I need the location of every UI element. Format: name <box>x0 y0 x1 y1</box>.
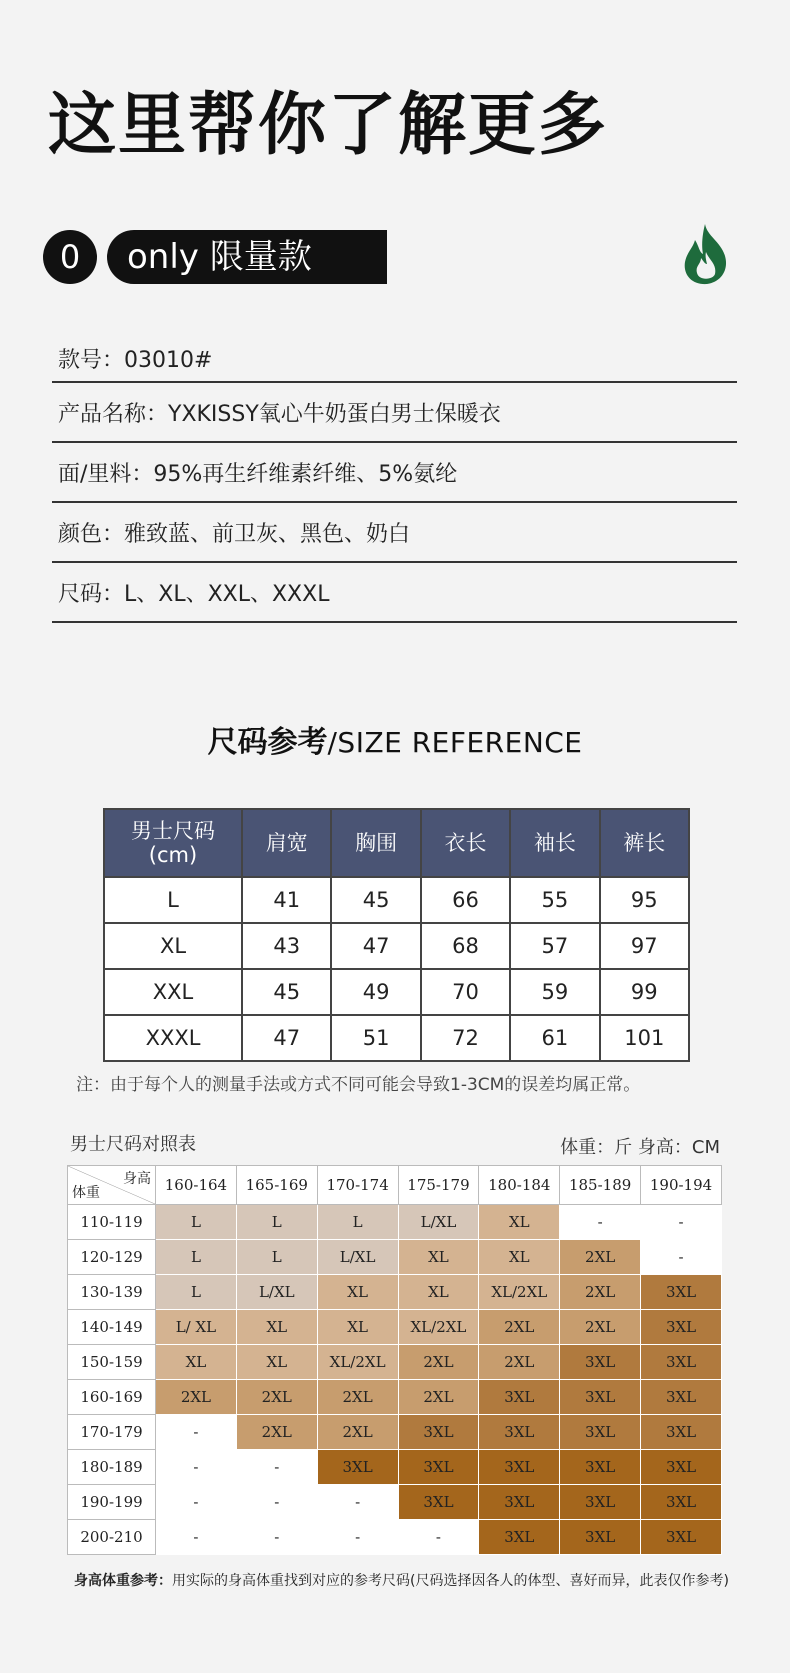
size-suggestion-cell: 3XL <box>479 1450 560 1485</box>
size-suggestion-cell: 2XL <box>398 1345 479 1380</box>
size-suggestion-cell: L <box>156 1205 237 1240</box>
size-suggestion-cell: XL <box>479 1205 560 1240</box>
weight-row <box>68 1345 722 1380</box>
size-value-cell: 41 <box>242 877 331 923</box>
height-header-cell: 185-189 <box>560 1166 641 1205</box>
size-suggestion-cell: 3XL <box>479 1380 560 1415</box>
size-value-cell: 68 <box>421 923 510 969</box>
weight-row <box>68 1450 722 1485</box>
size-suggestion-cell: XL <box>317 1310 398 1345</box>
size-suggestion-cell: L/XL <box>398 1205 479 1240</box>
weight-height-header <box>68 1166 722 1205</box>
size-suggestion-cell: L <box>156 1275 237 1310</box>
size-label-cell: L <box>104 877 242 923</box>
size-table-row <box>104 1015 689 1061</box>
badge-label: only 限量款 <box>107 230 387 284</box>
size-value-cell: 101 <box>600 1015 689 1061</box>
size-suggestion-cell: - <box>317 1485 398 1520</box>
size-value-cell: 43 <box>242 923 331 969</box>
size-value-cell: 61 <box>510 1015 599 1061</box>
size-value-cell: 57 <box>510 923 599 969</box>
size-suggestion-cell: - <box>317 1520 398 1555</box>
size-suggestion-cell: 3XL <box>479 1520 560 1555</box>
size-table-row <box>104 877 689 923</box>
size-suggestion-cell: 2XL <box>560 1310 641 1345</box>
size-suggestion-cell: 3XL <box>641 1380 722 1415</box>
size-suggestion-cell: 3XL <box>560 1485 641 1520</box>
spec-item-sizes: 尺码：L、XL、XXL、XXXL <box>52 563 737 623</box>
size-suggestion-cell: 3XL <box>398 1485 479 1520</box>
size-reference-title <box>0 717 790 761</box>
size-suggestion-cell: - <box>156 1520 237 1555</box>
height-header-cell: 165-169 <box>236 1166 317 1205</box>
size-suggestion-cell: - <box>641 1205 722 1240</box>
size-suggestion-cell: 3XL <box>560 1450 641 1485</box>
flame-icon <box>677 222 733 286</box>
size-value-cell: 70 <box>421 969 510 1015</box>
size-suggestion-cell: - <box>236 1520 317 1555</box>
size-suggestion-cell: 2XL <box>236 1415 317 1450</box>
size-suggestion-cell: 2XL <box>317 1415 398 1450</box>
size-label-cell: XL <box>104 923 242 969</box>
size-suggestion-cell: 2XL <box>560 1240 641 1275</box>
weight-row <box>68 1415 722 1450</box>
weight-label-cell: 200-210 <box>68 1520 156 1555</box>
weight-label-cell: 190-199 <box>68 1485 156 1520</box>
corner-cell <box>68 1166 156 1205</box>
height-header-cell: 175-179 <box>398 1166 479 1205</box>
weight-row <box>68 1275 722 1310</box>
weight-height-footer <box>74 1568 734 1594</box>
size-suggestion-cell: 3XL <box>641 1485 722 1520</box>
spec-item-colors: 颜色：雅致蓝、前卫灰、黑色、奶白 <box>52 503 737 563</box>
size-suggestion-cell: 3XL <box>560 1345 641 1380</box>
size-suggestion-cell: 3XL <box>560 1415 641 1450</box>
weight-label-cell: 120-129 <box>68 1240 156 1275</box>
corner-height-label: 身高 <box>123 1171 151 1187</box>
size-value-cell: 47 <box>331 923 420 969</box>
badge-row <box>43 230 743 284</box>
size-suggestion-cell: 3XL <box>317 1450 398 1485</box>
size-table-row <box>104 969 689 1015</box>
size-suggestion-cell: - <box>236 1450 317 1485</box>
size-value-cell: 66 <box>421 877 510 923</box>
size-value-cell: 99 <box>600 969 689 1015</box>
corner-weight-label: 体重 <box>72 1185 100 1201</box>
size-suggestion-cell: XL <box>398 1240 479 1275</box>
size-suggestion-cell: XL <box>398 1275 479 1310</box>
size-suggestion-cell: 3XL <box>560 1380 641 1415</box>
size-suggestion-cell: XL <box>479 1240 560 1275</box>
size-suggestion-cell: L/ XL <box>156 1310 237 1345</box>
size-suggestion-cell: L/XL <box>317 1240 398 1275</box>
size-header-cell: 胸围 <box>331 809 420 877</box>
weight-row <box>68 1205 722 1240</box>
size-suggestion-cell: XL/2XL <box>479 1275 560 1310</box>
weight-label-cell: 180-189 <box>68 1450 156 1485</box>
size-suggestion-cell: - <box>641 1240 722 1275</box>
size-suggestion-cell: XL/2XL <box>317 1345 398 1380</box>
size-suggestion-cell: - <box>156 1415 237 1450</box>
weight-label-cell: 140-149 <box>68 1310 156 1345</box>
weight-row <box>68 1310 722 1345</box>
size-value-cell: 55 <box>510 877 599 923</box>
size-suggestion-cell: XL <box>317 1275 398 1310</box>
size-suggestion-cell: 2XL <box>317 1380 398 1415</box>
size-suggestion-cell: 3XL <box>641 1345 722 1380</box>
size-suggestion-cell: L <box>156 1240 237 1275</box>
size-suggestion-cell: 3XL <box>479 1415 560 1450</box>
height-header-cell: 160-164 <box>156 1166 237 1205</box>
size-table-header <box>104 809 689 877</box>
size-suggestion-cell: 3XL <box>560 1520 641 1555</box>
size-suggestion-cell: 3XL <box>398 1415 479 1450</box>
size-header-cell: 肩宽 <box>242 809 331 877</box>
size-suggestion-cell: 3XL <box>641 1520 722 1555</box>
size-suggestion-cell: 2XL <box>156 1380 237 1415</box>
height-header-cell: 180-184 <box>479 1166 560 1205</box>
size-suggestion-cell: 2XL <box>479 1345 560 1380</box>
spec-item-product-name: 产品名称：YXKISSY氧心牛奶蛋白男士保暖衣 <box>52 383 737 443</box>
size-suggestion-cell: 3XL <box>641 1415 722 1450</box>
size-suggestion-cell: 2XL <box>398 1380 479 1415</box>
size-suggestion-cell: 2XL <box>560 1275 641 1310</box>
weight-height-title: 男士尺码对照表 <box>70 1134 196 1155</box>
weight-row <box>68 1485 722 1520</box>
size-suggestion-cell: - <box>156 1450 237 1485</box>
size-reference-title-en: /SIZE REFERENCE <box>327 726 583 759</box>
size-suggestion-cell: L/XL <box>236 1275 317 1310</box>
size-table-row <box>104 923 689 969</box>
height-header-cell: 170-174 <box>317 1166 398 1205</box>
weight-label-cell: 110-119 <box>68 1205 156 1240</box>
weight-label-cell: 160-169 <box>68 1380 156 1415</box>
size-suggestion-cell: L <box>317 1205 398 1240</box>
size-label-cell: XXL <box>104 969 242 1015</box>
size-suggestion-cell: 2XL <box>479 1310 560 1345</box>
size-suggestion-cell: 3XL <box>641 1275 722 1310</box>
size-suggestion-cell: 2XL <box>236 1380 317 1415</box>
size-header-cell: 裤长 <box>600 809 689 877</box>
weight-label-cell: 150-159 <box>68 1345 156 1380</box>
size-reference-title-cn: 尺码参考 <box>207 725 328 760</box>
size-value-cell: 49 <box>331 969 420 1015</box>
footer-text: 用实际的身高体重找到对应的参考尺码(尺码选择因各人的体型、喜好而异，此表仅作参考) <box>172 1573 729 1589</box>
size-value-cell: 45 <box>331 877 420 923</box>
size-table <box>103 808 690 1062</box>
size-value-cell: 97 <box>600 923 689 969</box>
size-header-cell: 男士尺码 (cm) <box>104 809 242 877</box>
size-suggestion-cell: - <box>560 1205 641 1240</box>
size-value-cell: 47 <box>242 1015 331 1061</box>
weight-label-cell: 130-139 <box>68 1275 156 1310</box>
size-suggestion-cell: - <box>398 1520 479 1555</box>
size-suggestion-cell: XL/2XL <box>398 1310 479 1345</box>
size-value-cell: 95 <box>600 877 689 923</box>
spec-item-style-no: 款号：03010# <box>52 335 737 383</box>
badge-number: 0 <box>43 230 97 284</box>
size-value-cell: 51 <box>331 1015 420 1061</box>
size-suggestion-cell: 3XL <box>398 1450 479 1485</box>
weight-label-cell: 170-179 <box>68 1415 156 1450</box>
size-value-cell: 72 <box>421 1015 510 1061</box>
size-suggestion-cell: XL <box>156 1345 237 1380</box>
page-title: 这里帮你了解更多 <box>48 86 609 165</box>
size-header-cell: 袖长 <box>510 809 599 877</box>
size-value-cell: 59 <box>510 969 599 1015</box>
size-suggestion-cell: L <box>236 1240 317 1275</box>
spec-item-material: 面/里料：95%再生纤维素纤维、5%氨纶 <box>52 443 737 503</box>
size-suggestion-cell: - <box>156 1485 237 1520</box>
weight-row <box>68 1520 722 1555</box>
size-suggestion-cell: 3XL <box>479 1485 560 1520</box>
size-suggestion-cell: 3XL <box>641 1310 722 1345</box>
measurement-note: 注：由于每个人的测量手法或方式不同可能会导致1-3CM的误差均属正常。 <box>76 1075 641 1095</box>
size-suggestion-cell: XL <box>236 1310 317 1345</box>
weight-row <box>68 1380 722 1415</box>
weight-row <box>68 1240 722 1275</box>
height-header-cell: 190-194 <box>641 1166 722 1205</box>
size-suggestion-cell: XL <box>236 1345 317 1380</box>
spec-list <box>52 335 737 623</box>
size-suggestion-cell: 3XL <box>641 1450 722 1485</box>
size-header-cell: 衣长 <box>421 809 510 877</box>
footer-label: 身高体重参考： <box>74 1573 172 1589</box>
size-value-cell: 45 <box>242 969 331 1015</box>
size-suggestion-cell: L <box>236 1205 317 1240</box>
size-suggestion-cell: - <box>236 1485 317 1520</box>
weight-height-units: 体重：斤 身高：CM <box>560 1137 720 1158</box>
weight-height-table <box>67 1165 722 1555</box>
size-label-cell: XXXL <box>104 1015 242 1061</box>
